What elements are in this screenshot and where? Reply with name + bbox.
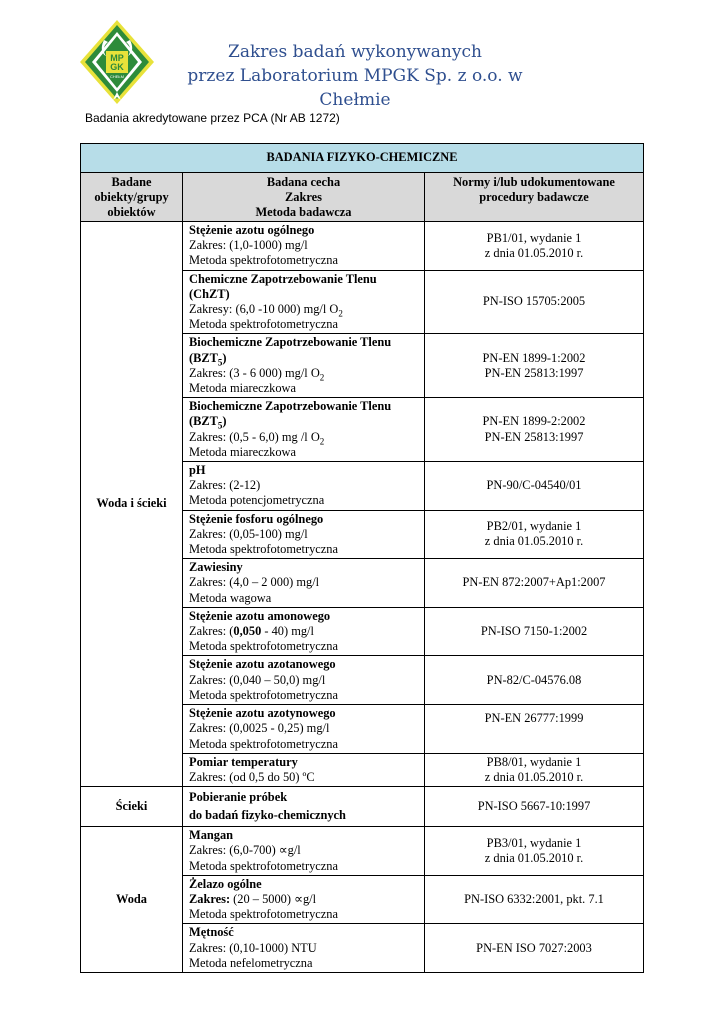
object-cell: Woda <box>81 827 183 973</box>
table-row <box>81 222 644 271</box>
feature-cell: Stężenie azotu azotanowego Zakres: (0,040 – 50,0) mg/l Metoda spektrofotometryczna <box>183 656 425 705</box>
feature-cell: Stężenie fosforu ogólnego Zakres: (0,05-100) mg/l Metoda spektrofotometryczna <box>183 510 425 559</box>
norm-cell: PN-90/C-04540/01 <box>425 462 644 511</box>
column-header-norms: Normy i/lub udokumentowane procedury badawcze <box>425 173 644 222</box>
feature-cell: pH Zakres: (2-12) Metoda potencjometryczna <box>183 462 425 511</box>
feature-cell: Stężenie azotu azotynowego Zakres: (0,0025 - 0,25) mg/l Metoda spektrofotometryczna <box>183 705 425 754</box>
title-line-1: Zakres badań wykonywanych <box>228 42 482 62</box>
tests-table <box>80 143 644 973</box>
column-header-feature: Badana cecha Zakres Metoda badawcza <box>183 173 425 222</box>
norm-cell: PN-EN 1899-1:2002 PN-EN 25813:1997 <box>425 334 644 398</box>
feature-cell: Stężenie azotu amonowego Zakres: (0,050 - 40) mg/l Metoda spektrofotometryczna <box>183 607 425 656</box>
feature-cell: Pobieranie próbek do badań fizyko-chemicznych <box>183 787 425 827</box>
feature-cell: Zawiesiny Zakres: (4,0 – 2 000) mg/l Metoda wagowa <box>183 559 425 608</box>
feature-cell: Stężenie azotu ogólnego Zakres: (1,0-1000) mg/l Metoda spektrofotometryczna <box>183 222 425 271</box>
object-cell: Woda i ścieki <box>81 222 183 787</box>
document-title <box>165 40 545 112</box>
section-row <box>81 144 644 173</box>
accreditation-note: Badania akredytowane przez PCA (Nr AB 1272) <box>85 111 340 125</box>
table-row <box>81 787 644 827</box>
svg-text:MP: MP <box>110 53 124 63</box>
norm-cell: PN-EN 1899-2:2002 PN-EN 25813:1997 <box>425 398 644 462</box>
norm-cell: PN-ISO 5667-10:1997 <box>425 787 644 827</box>
norm-cell: PN-ISO 7150-1:2002 <box>425 607 644 656</box>
svg-text:GK: GK <box>110 62 124 72</box>
column-header-objects: Badane obiekty/grupy obiektów <box>81 173 183 222</box>
header-row <box>81 173 644 222</box>
svg-text:CHEŁM: CHEŁM <box>109 74 125 79</box>
table-row <box>81 827 644 876</box>
mpgk-logo <box>78 18 156 108</box>
object-cell: Ścieki <box>81 787 183 827</box>
title-line-2: przez Laboratorium MPGK Sp. z o.o. w Chełmie <box>187 66 523 110</box>
section-title: BADANIA FIZYKO-CHEMICZNE <box>81 144 644 173</box>
norm-cell: PN-ISO 15705:2005 <box>425 270 644 334</box>
norm-cell: PB3/01, wydanie 1 z dnia 01.05.2010 r. <box>425 827 644 876</box>
norm-cell: PB8/01, wydanie 1 z dnia 01.05.2010 r. <box>425 753 644 786</box>
feature-cell: Biochemiczne Zapotrzebowanie Tlenu $(BZT_5)$ Zakres: (0,5 - 6,0) mg /l $O_2$ Metoda miareczkowa <box>183 398 425 462</box>
feature-cell: Mętność Zakres: (0,10-1000) NTU Metoda nefelometryczna <box>183 924 425 973</box>
norm-cell: PN-82/C-04576.08 <box>425 656 644 705</box>
feature-cell: Chemiczne Zapotrzebowanie Tlenu (ChZT) Zakresy: (6,0 -10 000) mg/l $O_2$ Metoda spektrofotometryczna <box>183 270 425 334</box>
norm-cell: PB1/01, wydanie 1 z dnia 01.05.2010 r. <box>425 222 644 271</box>
norm-cell: PN-ISO 6332:2001, pkt. 7.1 <box>425 875 644 924</box>
feature-cell: Biochemiczne Zapotrzebowanie Tlenu $(BZT_5)$ Zakres: (3 - 6 000) mg/l $O_2$ Metoda miareczkowa <box>183 334 425 398</box>
norm-cell: PN-EN ISO 7027:2003 <box>425 924 644 973</box>
norm-cell: PN-EN 26777:1999 <box>425 705 644 754</box>
feature-cell: Żelazo ogólne Zakres: (20 – 5000) ∝g/l Metoda spektrofotometryczna <box>183 875 425 924</box>
feature-cell: Pomiar temperatury Zakres: (od 0,5 do 50) ºC <box>183 753 425 786</box>
norm-cell: PB2/01, wydanie 1 z dnia 01.05.2010 r. <box>425 510 644 559</box>
norm-cell: PN-EN 872:2007+Ap1:2007 <box>425 559 644 608</box>
feature-cell: Mangan Zakres: (6,0-700) ∝g/l Metoda spektrofotometryczna <box>183 827 425 876</box>
